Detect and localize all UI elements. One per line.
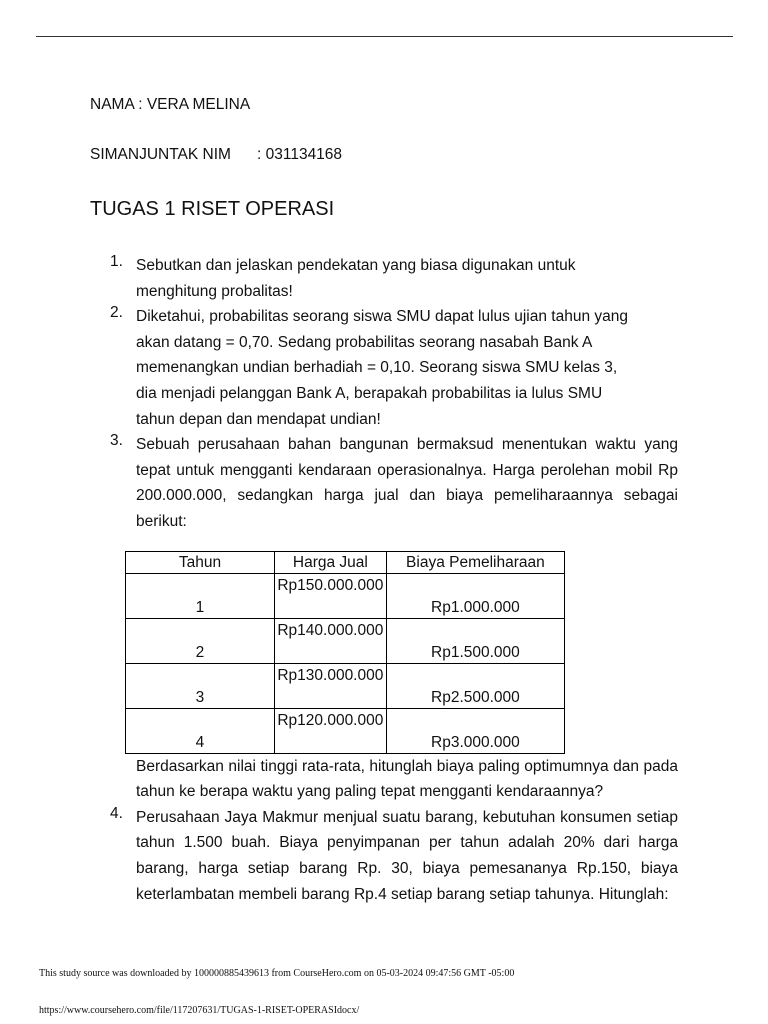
question-item	[90, 253, 678, 304]
question-number: 4.	[110, 804, 123, 822]
cell-harga-jual: Rp140.000.000	[274, 618, 386, 663]
question-text-line: menghitung probalitas!	[136, 282, 293, 300]
cell-biaya: Rp1.000.000	[386, 573, 564, 618]
question-text: Sebuah perusahaan bahan bangunan bermaksud menentukan waktu yang tepat untuk mengganti kendaraan operasionalnya. Harga perolehan mobil Rp 200.000.000, sedangkan harga jual dan biaya pemeliharaannya sebagai berikut:	[136, 436, 678, 530]
question-text-line: tahun depan dan mendapat undian!	[136, 410, 381, 428]
cell-tahun: 3	[126, 663, 275, 708]
table-row	[126, 708, 565, 753]
source-url: https://www.coursehero.com/file/117207631/TUGAS-1-RISET-OPERASIdocx/	[39, 1005, 360, 1016]
question-item	[90, 432, 678, 805]
question-list	[90, 253, 678, 907]
question-text-line: dia menjadi pelanggan Bank A, berapakah probabilitas ia lulus SMU	[136, 384, 603, 402]
question-text-line: Sebutkan dan jelaskan pendekatan yang biasa digunakan untuk	[136, 257, 576, 274]
student-name: NAMA : VERA MELINA	[90, 96, 251, 113]
question-number: 3.	[110, 432, 123, 450]
nim-label: SIMANJUNTAK NIM	[90, 146, 231, 163]
question-number: 1.	[110, 253, 123, 270]
cell-biaya: Rp2.500.000	[386, 663, 564, 708]
question-text-line: Diketahui, probabilitas seorang siswa SMU dapat lulus ujian tahun yang	[136, 308, 628, 326]
table-row	[126, 663, 565, 708]
top-divider	[36, 36, 733, 37]
student-nim-line	[90, 146, 342, 164]
cell-harga-jual: Rp130.000.000	[274, 663, 386, 708]
cell-tahun: 1	[126, 573, 275, 618]
cost-table	[125, 551, 565, 754]
table-header-row	[126, 551, 565, 573]
question-item	[90, 304, 678, 432]
cell-biaya: Rp3.000.000	[386, 708, 564, 753]
nim-value: : 031134168	[257, 146, 343, 163]
question-item	[90, 805, 678, 907]
cell-tahun: 2	[126, 618, 275, 663]
cell-biaya: Rp1.500.000	[386, 618, 564, 663]
column-header-harga-jual: Harga Jual	[274, 551, 386, 573]
question-number: 2.	[110, 304, 123, 322]
table-row	[126, 618, 565, 663]
cell-tahun: 4	[126, 708, 275, 753]
cell-harga-jual: Rp150.000.000	[274, 573, 386, 618]
column-header-biaya: Biaya Pemeliharaan	[386, 551, 564, 573]
download-notice: This study source was downloaded by 100000885439613 from CourseHero.com on 05-03-2024 09:47:56 GMT -05:00	[39, 968, 515, 979]
table-row	[126, 573, 565, 618]
question-followup-text: Berdasarkan nilai tinggi rata-rata, hitunglah biaya paling optimumnya dan pada tahun ke berapa waktu yang paling tepat mengganti kendaraannya?	[136, 757, 678, 801]
column-header-tahun: Tahun	[126, 551, 275, 573]
document-title: TUGAS 1 RISET OPERASI	[90, 198, 335, 220]
cell-harga-jual: Rp120.000.000	[274, 708, 386, 753]
question-text-line: akan datang = 0,70. Sedang probabilitas seorang nasabah Bank A	[136, 333, 593, 351]
question-text: Perusahaan Jaya Makmur menjual suatu barang, kebutuhan konsumen setiap tahun 1.500 buah. Biaya penyimpanan per tahun adalah 20% dari harga barang, harga setiap barang Rp. 30, biaya pemesananya Rp.150, biaya keterlambatan membeli barang Rp.4 setiap barang setiap tahunya. Hitunglah:	[136, 808, 678, 903]
question-text-line: memenangkan undian berhadiah = 0,10. Seorang siswa SMU kelas 3,	[136, 359, 618, 377]
